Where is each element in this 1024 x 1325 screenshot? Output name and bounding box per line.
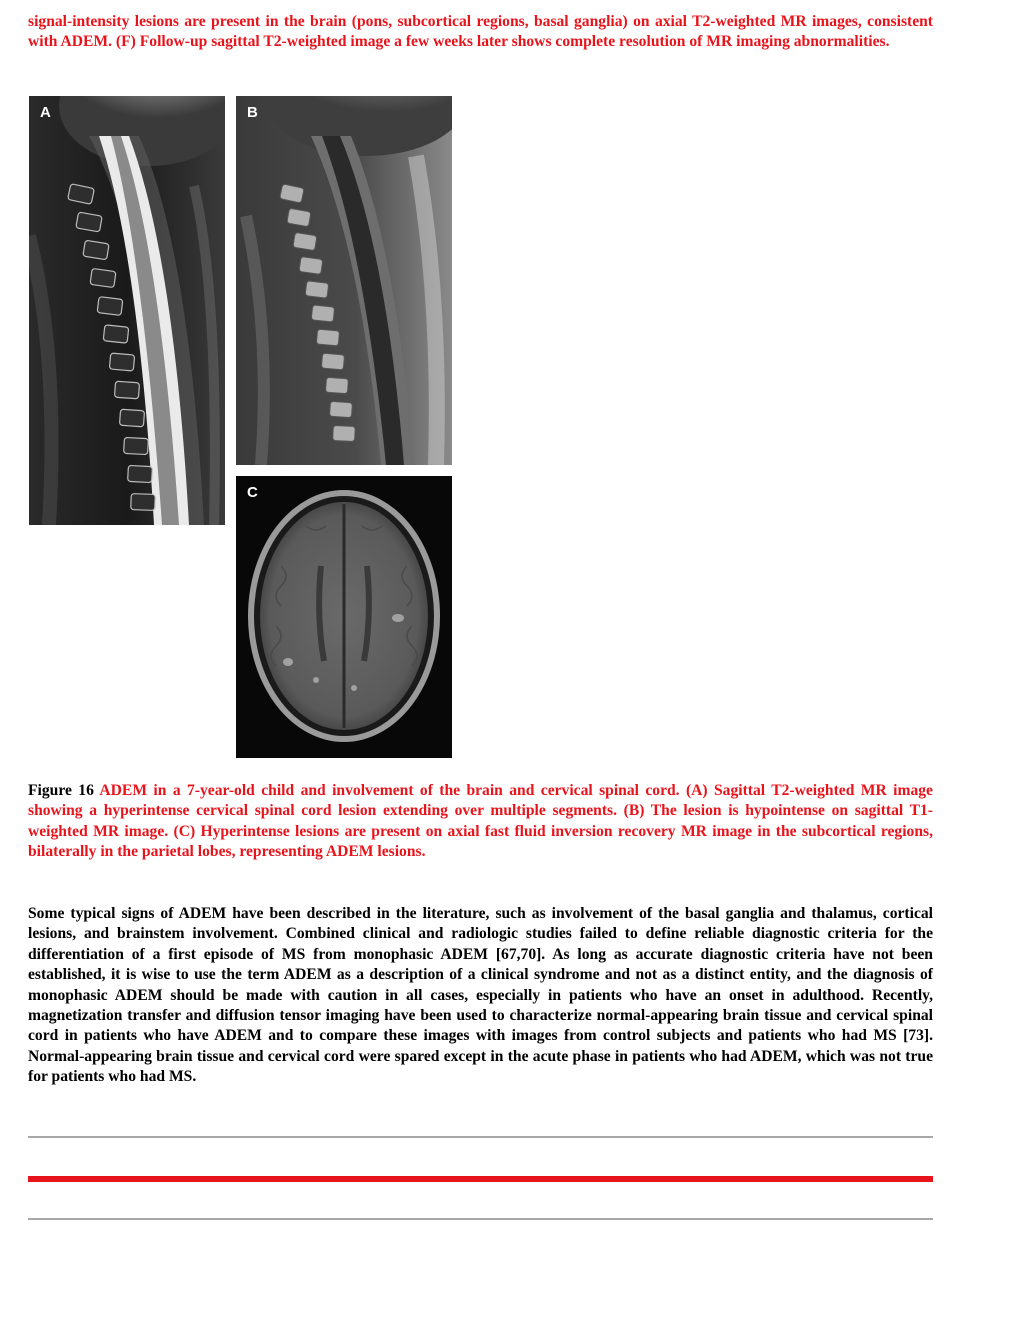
panel-label-b: B (247, 104, 258, 121)
panel-label-a: A (40, 104, 51, 121)
horizontal-rule-red (28, 1176, 933, 1182)
mri-panel-a (29, 96, 225, 525)
figure-caption (28, 781, 933, 863)
mri-panel-b (236, 96, 452, 465)
sagittal-t1-spine-image (236, 96, 452, 465)
axial-flair-brain-image (236, 476, 452, 758)
figure-caption-label: Figure 16 (28, 782, 94, 799)
horizontal-rule-bottom (28, 1218, 933, 1220)
intro-paragraph: signal-intensity lesions are present in the brain (pons, subcortical regions, basal ganglia) on axial T2-weighted MR images, consistent with ADEM. (F) Follow-up sagittal T2-weighted image a few weeks later shows complete resolution of MR imaging abnormalities. (28, 13, 933, 51)
horizontal-rule-top (28, 1136, 933, 1138)
body-paragraph: Some typical signs of ADEM have been described in the literature, such as involvement of the basal ganglia and thalamus, cortical lesions, and brainstem involvement. Combined clinical and radiologic studies failed to define reliable diagnostic criteria for the differentiation of a first episode of MS from monophasic ADEM [67,70]. As long as accurate diagnostic criteria have not been established, it is wise to use the term ADEM as a description of a clinical syndrome and not as a distinct entity, and the diagnosis of monophasic ADEM should be made with caution in all cases, especially in patients who have an onset in adulthood. Recently, magnetization transfer and diffusion tensor imaging have been used to characterize normal-appearing brain tissue and cervical spinal cord in patients who have ADEM and to compare these images with images from control subjects and patients who had MS [73]. Normal-appearing brain tissue and cervical cord were spared except in the acute phase in patients who had ADEM, which was not true for patients who had MS. (28, 905, 933, 1086)
figure-caption-text: ADEM in a 7-year-old child and involvement of the brain and cervical spinal cord. (A) Sagittal T2-weighted MR image showing a hyperintense cervical spinal cord lesion extending over multiple segments. (B) The lesion is hypointense on sagittal T1-weighted MR image. (C) Hyperintense lesions are present on axial fast fluid inversion recovery MR image in the subcortical regions, bilaterally in the parietal lobes, representing ADEM lesions. (28, 782, 933, 861)
sagittal-t2-spine-image (29, 96, 225, 525)
mri-panel-c (236, 476, 452, 758)
panel-label-c: C (247, 484, 258, 501)
